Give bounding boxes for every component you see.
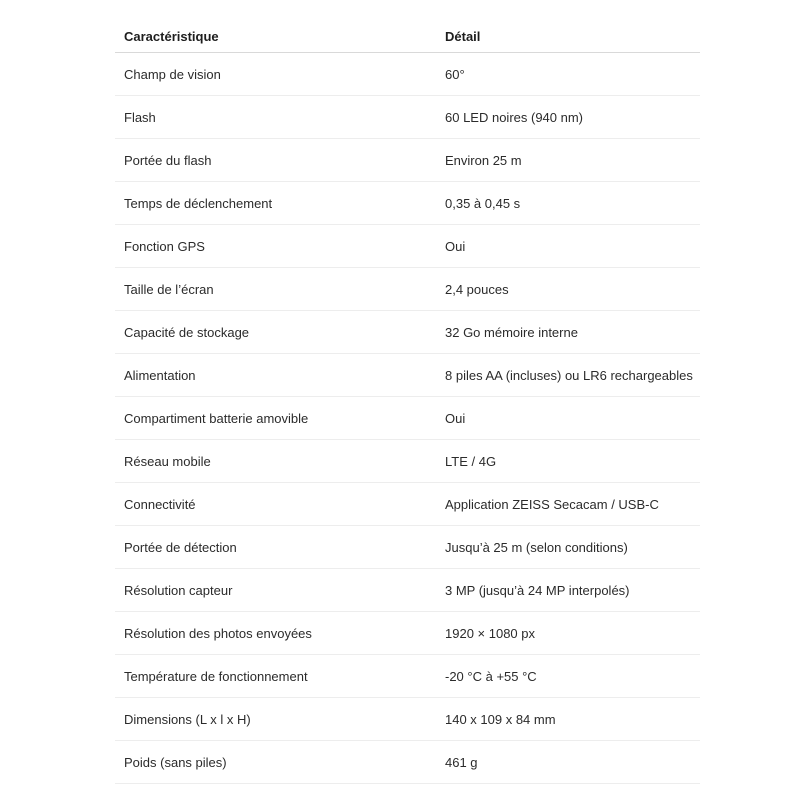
table-header	[115, 20, 700, 53]
row-label: Réseau mobile	[115, 440, 436, 483]
row-value: Environ 25 m	[436, 139, 700, 182]
row-value: 32 Go mémoire interne	[436, 311, 700, 354]
row-value: 8 piles AA (incluses) ou LR6 rechargeables	[436, 354, 700, 397]
row-value: 461 g	[436, 741, 700, 784]
table-row	[115, 96, 700, 139]
row-value: Application ZEISS Secacam / USB-C	[436, 483, 700, 526]
row-value: Jusqu’à 25 m (selon conditions)	[436, 526, 700, 569]
row-value: -20 °C à +55 °C	[436, 655, 700, 698]
row-label: Portée de détection	[115, 526, 436, 569]
row-value: 3 MP (jusqu’à 24 MP interpolés)	[436, 569, 700, 612]
table-row	[115, 741, 700, 784]
table-row	[115, 655, 700, 698]
row-label: Capacité de stockage	[115, 311, 436, 354]
table-row	[115, 225, 700, 268]
row-label: Dimensions (L x l x H)	[115, 698, 436, 741]
table-row	[115, 612, 700, 655]
column-header-characteristic: Caractéristique	[115, 20, 436, 53]
table-row	[115, 526, 700, 569]
row-label: Connectivité	[115, 483, 436, 526]
row-label: Température de fonctionnement	[115, 655, 436, 698]
table-row	[115, 53, 700, 96]
table-row	[115, 483, 700, 526]
row-label: Champ de vision	[115, 53, 436, 96]
row-label: Taille de l’écran	[115, 268, 436, 311]
row-value: 60°	[436, 53, 700, 96]
row-label: Compartiment batterie amovible	[115, 397, 436, 440]
table-row	[115, 311, 700, 354]
row-label: Poids (sans piles)	[115, 741, 436, 784]
row-value: 2,4 pouces	[436, 268, 700, 311]
table-body	[115, 53, 700, 784]
table-row	[115, 139, 700, 182]
table-row	[115, 397, 700, 440]
row-value: Oui	[436, 397, 700, 440]
table-header-row	[115, 20, 700, 53]
column-header-detail: Détail	[436, 20, 700, 53]
row-value: 60 LED noires (940 nm)	[436, 96, 700, 139]
table-row	[115, 354, 700, 397]
spec-table	[115, 20, 700, 784]
row-value: 1920 × 1080 px	[436, 612, 700, 655]
row-value: Oui	[436, 225, 700, 268]
row-label: Flash	[115, 96, 436, 139]
table-row	[115, 182, 700, 225]
table-row	[115, 268, 700, 311]
row-value: LTE / 4G	[436, 440, 700, 483]
table-row	[115, 569, 700, 612]
table-row	[115, 440, 700, 483]
row-label: Résolution des photos envoyées	[115, 612, 436, 655]
row-label: Portée du flash	[115, 139, 436, 182]
row-label: Fonction GPS	[115, 225, 436, 268]
row-label: Temps de déclenchement	[115, 182, 436, 225]
table-row	[115, 698, 700, 741]
row-value: 0,35 à 0,45 s	[436, 182, 700, 225]
row-label: Résolution capteur	[115, 569, 436, 612]
row-label: Alimentation	[115, 354, 436, 397]
row-value: 140 x 109 x 84 mm	[436, 698, 700, 741]
